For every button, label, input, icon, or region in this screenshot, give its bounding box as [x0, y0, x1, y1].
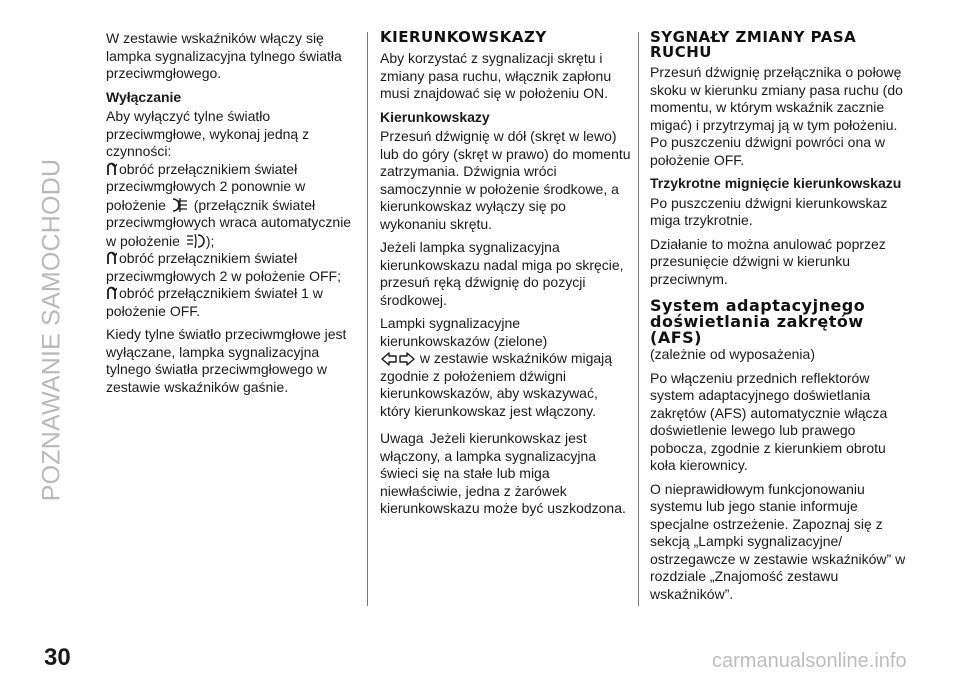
subheading-triple-blink: Trzykrotne mignięcie kierunkowskazu	[650, 175, 902, 191]
paragraph-text: Lampki sygnalizacyjne kierunkowskazów (zielone)	[380, 315, 548, 349]
paragraph: Przesuń dźwignię przełącznika o połowę skoku w kierunku zmiany pasa ruchu (do momentu, w którym wskaźnik zacznie migać) i przytrzymaj ją w tym położeniu. Po puszczeniu dźwigni powróci ona w położenie OFF.	[650, 64, 903, 168]
column-rear-fog-light	[106, 30, 358, 402]
section-heading-afs: System adaptacyjnego doświetlania zakrętów (AFS)	[650, 296, 866, 347]
column-turn-signals	[380, 30, 632, 524]
paragraph	[380, 315, 632, 420]
intro-paragraph: W zestawie wskaźników włączy się lampka sygnalizacyjna tylnego światła przeciwmgłowego.	[106, 30, 342, 81]
instruction-paragraph: Aby wyłączyć tylne światło przeciwmgłowe, wykonaj jedną z czynności:	[106, 108, 310, 159]
list-item-text: );	[205, 232, 215, 249]
paragraph: Działanie to można anulować poprzez przesunięcie dźwigni w kierunku przeciwnym.	[650, 235, 886, 287]
outro-paragraph: Kiedy tylne światło przeciwmgłowe jest wyłączane, lampka sygnalizacyjna tylnego światła przeciwmgłowego w zestawie wskaźników gaśnie.	[106, 326, 347, 395]
paragraph: Przesuń dźwignię w dół (skręt w lewo) lub do góry (skręt w prawo) do momentu zatrzymania. Dźwignia wróci samoczynnie w położenie środkowe, a kierunkowskaz wyłączy się po wykonaniu skrętu.	[380, 128, 631, 232]
paragraph: O nieprawidłowym funkcjonowaniu systemu lub jego stanie informuje specjalne ostrzeżenie. Zapoznaj się z sekcją „Lampki sygnalizacyjne/ ostrzegawcze w zestawie wskaźników” w rozdziale „Znajomość zestawu wskaźników”.	[650, 480, 906, 602]
fog-light-rear-icon	[184, 232, 206, 250]
watermark: carmanualsonline.info	[712, 650, 907, 672]
column-divider-2	[638, 32, 639, 606]
note-label: Uwaga	[380, 430, 424, 446]
list-item-text: obróć przełącznikiem świateł 1 w położenie OFF.	[106, 285, 323, 319]
rotate-switch-icon	[106, 251, 117, 265]
column-lane-change-afs	[650, 30, 912, 609]
fog-light-front-icon	[170, 196, 190, 214]
note-text: Jeżeli kierunkowskaz jest włączony, a lampka sygnalizacyjna świeci się na stałe lub miga niewłaściwie, jedna z żarówek kierunkowskazu może być uszkodzona.	[380, 430, 626, 516]
column-divider-1	[367, 32, 368, 606]
list-item	[106, 250, 358, 285]
subheading-turn-signals: Kierunkowskazy	[380, 108, 490, 125]
rotate-switch-icon	[106, 286, 117, 300]
list-item-text: obróć przełącznikiem świateł przeciwmgłowych 2 w położenie OFF;	[106, 250, 341, 284]
paragraph: Po puszczeniu dźwigni kierunkowskaz miga trzykrotnie.	[650, 194, 888, 228]
list-item	[106, 285, 358, 320]
paragraph: Po włączeniu przednich reflektorów system adaptacyjnego doświetlania zakrętów (AFS) automatycznie włącza doświetlenie lewego lub prawego pobocza, zgodnie z kierunkiem obrotu koła kierownicy.	[650, 369, 888, 473]
paragraph: Jeżeli lampka sygnalizacyjna kierunkowskazu nadal miga po skręcie, przesuń ręką dźwignię do pozycji środkowej.	[380, 239, 624, 308]
section-heading-lane-change: SYGNAŁY ZMIANY PASA RUCHU	[650, 28, 857, 61]
section-heading-turn-signals: KIERUNKOWSKAZY	[380, 28, 547, 46]
list-item-text: obróć przełącznikiem świateł przeciwmgłowych 2 ponownie w położenie	[106, 160, 306, 213]
note-paragraph	[380, 430, 632, 518]
paragraph-text: w zestawie wskaźników migają zgodnie z położeniem dźwigni kierunkowskazów, aby wskazywać, który kierunkowskaz jest włączony.	[380, 350, 613, 419]
turn-signal-arrows-icon	[380, 351, 416, 367]
subheading-switching-off: Wyłączanie	[106, 88, 182, 105]
chapter-side-title: POZNAWANIE SAMOCHODU	[37, 158, 66, 502]
equipment-note: (zależnie od wyposażenia)	[650, 346, 815, 362]
page-number: 30	[44, 644, 71, 671]
rotate-switch-icon	[106, 162, 117, 176]
list-item	[106, 161, 358, 251]
paragraph: Aby korzystać z sygnalizacji skrętu i zmiany pasa ruchu, włącznik zapłonu musi znajdować się w położeniu ON.	[380, 50, 612, 101]
list-item-text: (przełącznik świateł przeciwmgłowych wraca automatycznie w położenie	[106, 196, 352, 249]
